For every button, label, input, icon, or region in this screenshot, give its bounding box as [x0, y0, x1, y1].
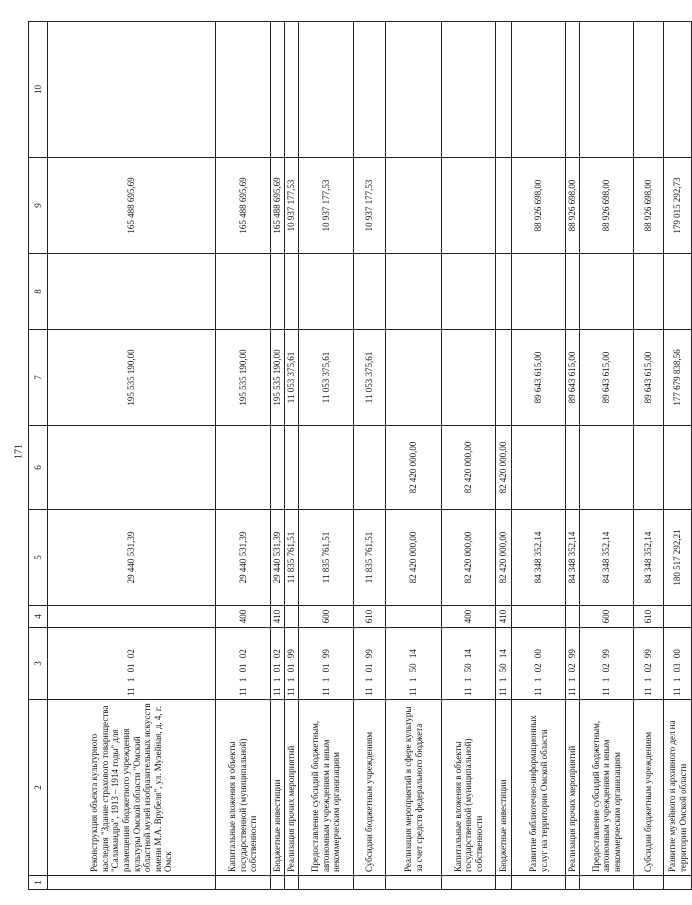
type-code-cell [664, 606, 692, 628]
amount-col10-cell [354, 22, 386, 158]
code-cell: 11 1 02 00 [512, 628, 566, 700]
col-header: 3 [29, 628, 48, 700]
first-col-cell [354, 876, 386, 890]
amount-col8-cell [634, 254, 664, 330]
amount-col6-cell [634, 426, 664, 510]
amount-col7-cell: 89 643 615,00 [566, 330, 580, 426]
col-header: 10 [29, 22, 48, 158]
description-cell: Реконструкция объекта культурного наследия "Здание страхового товарищества "Саламандра", 1913 – 1914 годы" для размещения бюджетного учреждения культуры Омской области "Омский областной музей изобразительных искусств имени М.А. Врубеля", ул. Музейная, д. 4, г. Омск [48, 700, 216, 876]
first-col-cell [664, 876, 692, 890]
amount-col9-cell: 179 015 292,73 [664, 158, 692, 254]
amount-col10-cell [496, 22, 512, 158]
amount-col7-cell: 195 535 190,00 [271, 330, 285, 426]
amount-col6-cell [566, 426, 580, 510]
rotated-page [28, 22, 688, 890]
amount-col5-cell: 82 420 000,00 [442, 510, 496, 606]
amount-col5-cell: 84 348 352,14 [566, 510, 580, 606]
code-cell: 11 1 03 00 [664, 628, 692, 700]
type-code-cell: 400 [442, 606, 496, 628]
col-header: 6 [29, 426, 48, 510]
amount-col7-cell [442, 330, 496, 426]
first-col-cell [48, 876, 216, 890]
col-header: 8 [29, 254, 48, 330]
amount-col7-cell [386, 330, 442, 426]
table-row [386, 22, 442, 890]
amount-col10-cell [285, 22, 299, 158]
col-header: 4 [29, 606, 48, 628]
description-cell: Предоставление субсидий бюджетным, автономным учреждениям и иным некоммерческим организациям [580, 700, 634, 876]
code-cell: 11 1 02 99 [566, 628, 580, 700]
col-header: 1 [29, 876, 48, 890]
description-cell: Развитие библиотечно-информационных услуг на территории Омской области [512, 700, 566, 876]
code-cell: 11 1 50 14 [496, 628, 512, 700]
description-cell: Субсидии бюджетным учреждениям [354, 700, 386, 876]
amount-col8-cell [442, 254, 496, 330]
first-col-cell [299, 876, 354, 890]
amount-col6-cell [271, 426, 285, 510]
amount-col7-cell: 11 053 375,61 [354, 330, 386, 426]
description-cell: Реализация прочих мероприятий [566, 700, 580, 876]
amount-col7-cell: 89 643 615,00 [512, 330, 566, 426]
page-number: 171 [13, 444, 25, 459]
first-col-cell [634, 876, 664, 890]
amount-col9-cell: 10 937 177,53 [299, 158, 354, 254]
table-body [29, 22, 692, 890]
amount-col6-cell: 82 420 000,00 [496, 426, 512, 510]
table-row [216, 22, 271, 890]
table-row [496, 22, 512, 890]
first-col-cell [512, 876, 566, 890]
type-code-cell [512, 606, 566, 628]
amount-col6-cell [285, 426, 299, 510]
col-header: 7 [29, 330, 48, 426]
description-cell: Капитальные вложения в объекты государственной (муниципальной) собственности [216, 700, 271, 876]
table-row [566, 22, 580, 890]
amount-col6-cell [48, 426, 216, 510]
first-col-cell [566, 876, 580, 890]
amount-col7-cell: 11 053 375,61 [285, 330, 299, 426]
amount-col9-cell [442, 158, 496, 254]
description-cell: Бюджетные инвестиции [271, 700, 285, 876]
amount-col10-cell [634, 22, 664, 158]
amount-col6-cell [580, 426, 634, 510]
table-row [580, 22, 634, 890]
table-row [634, 22, 664, 890]
amount-col5-cell: 180 517 292,21 [664, 510, 692, 606]
amount-col8-cell [496, 254, 512, 330]
type-code-cell: 610 [634, 606, 664, 628]
code-cell: 11 1 01 02 [271, 628, 285, 700]
amount-col9-cell: 88 926 698,00 [580, 158, 634, 254]
amount-col9-cell: 165 488 695,69 [271, 158, 285, 254]
amount-col8-cell [664, 254, 692, 330]
amount-col8-cell [354, 254, 386, 330]
first-col-cell [442, 876, 496, 890]
type-code-cell: 600 [299, 606, 354, 628]
type-code-cell [285, 606, 299, 628]
code-cell: 11 1 50 14 [386, 628, 442, 700]
budget-table [28, 21, 692, 890]
type-code-cell: 400 [216, 606, 271, 628]
amount-col8-cell [48, 254, 216, 330]
amount-col8-cell [271, 254, 285, 330]
amount-col6-cell [354, 426, 386, 510]
amount-col7-cell: 89 643 615,00 [634, 330, 664, 426]
amount-col5-cell: 29 440 531,39 [216, 510, 271, 606]
amount-col5-cell: 29 440 531,39 [48, 510, 216, 606]
amount-col7-cell [496, 330, 512, 426]
amount-col10-cell [386, 22, 442, 158]
amount-col10-cell [512, 22, 566, 158]
amount-col8-cell [216, 254, 271, 330]
amount-col6-cell [216, 426, 271, 510]
amount-col5-cell: 11 835 761,51 [285, 510, 299, 606]
code-cell: 11 1 50 14 [442, 628, 496, 700]
description-cell: Реализация мероприятий в сфере культуры за счет средств федерального бюджета [386, 700, 442, 876]
amount-col5-cell: 84 348 352,14 [634, 510, 664, 606]
description-cell: Развитие музейного и архивного дел на территории Омской области [664, 700, 692, 876]
amount-col10-cell [580, 22, 634, 158]
first-col-cell [271, 876, 285, 890]
amount-col7-cell: 177 679 838,56 [664, 330, 692, 426]
first-col-cell [386, 876, 442, 890]
table-row [285, 22, 299, 890]
amount-col5-cell: 84 348 352,14 [580, 510, 634, 606]
amount-col6-cell: 82 420 000,00 [442, 426, 496, 510]
table-row [442, 22, 496, 890]
amount-col5-cell: 29 440 531,39 [271, 510, 285, 606]
col-header: 9 [29, 158, 48, 254]
type-code-cell [48, 606, 216, 628]
description-cell: Субсидии бюджетным учреждениям [634, 700, 664, 876]
amount-col9-cell: 88 926 698,00 [512, 158, 566, 254]
description-cell: Реализация прочих мероприятий [285, 700, 299, 876]
type-code-cell [386, 606, 442, 628]
amount-col9-cell: 10 937 177,53 [285, 158, 299, 254]
amount-col7-cell: 89 643 615,00 [580, 330, 634, 426]
amount-col9-cell: 165 488 695,69 [48, 158, 216, 254]
code-cell: 11 1 01 99 [299, 628, 354, 700]
amount-col10-cell [664, 22, 692, 158]
amount-col7-cell: 195 535 190,00 [216, 330, 271, 426]
amount-col10-cell [442, 22, 496, 158]
description-cell: Предоставление субсидий бюджетным, автономным учреждениям и иным некоммерческим организациям [299, 700, 354, 876]
amount-col10-cell [48, 22, 216, 158]
amount-col6-cell: 82 420 000,00 [386, 426, 442, 510]
amount-col8-cell [566, 254, 580, 330]
amount-col5-cell: 82 420 000,00 [496, 510, 512, 606]
table-row [48, 22, 216, 890]
col-header: 5 [29, 510, 48, 606]
header-row [29, 22, 48, 890]
amount-col10-cell [216, 22, 271, 158]
amount-col10-cell [299, 22, 354, 158]
code-cell: 11 1 01 02 [48, 628, 216, 700]
code-cell: 11 1 01 99 [285, 628, 299, 700]
col-header: 2 [29, 700, 48, 876]
table-row [664, 22, 692, 890]
amount-col9-cell: 10 937 177,53 [354, 158, 386, 254]
first-col-cell [496, 876, 512, 890]
amount-col10-cell [271, 22, 285, 158]
amount-col6-cell [512, 426, 566, 510]
amount-col5-cell: 11 835 761,51 [299, 510, 354, 606]
code-cell: 11 1 01 99 [354, 628, 386, 700]
amount-col7-cell: 11 053 375,61 [299, 330, 354, 426]
first-col-cell [285, 876, 299, 890]
amount-col8-cell [285, 254, 299, 330]
amount-col6-cell [664, 426, 692, 510]
amount-col8-cell [580, 254, 634, 330]
amount-col5-cell: 84 348 352,14 [512, 510, 566, 606]
amount-col9-cell: 165 488 695,69 [216, 158, 271, 254]
table-row [512, 22, 566, 890]
amount-col10-cell [566, 22, 580, 158]
type-code-cell: 410 [271, 606, 285, 628]
amount-col9-cell: 88 926 698,00 [566, 158, 580, 254]
amount-col8-cell [299, 254, 354, 330]
code-cell: 11 1 02 99 [580, 628, 634, 700]
amount-col9-cell: 88 926 698,00 [634, 158, 664, 254]
code-cell: 11 1 01 02 [216, 628, 271, 700]
type-code-cell [566, 606, 580, 628]
amount-col9-cell [496, 158, 512, 254]
type-code-cell: 610 [354, 606, 386, 628]
amount-col7-cell: 195 535 190,00 [48, 330, 216, 426]
table-row [299, 22, 354, 890]
amount-col5-cell: 82 420 000,00 [386, 510, 442, 606]
amount-col8-cell [512, 254, 566, 330]
amount-col9-cell [386, 158, 442, 254]
amount-col5-cell: 11 835 761,51 [354, 510, 386, 606]
first-col-cell [216, 876, 271, 890]
type-code-cell: 410 [496, 606, 512, 628]
description-cell: Бюджетные инвестиции [496, 700, 512, 876]
amount-col6-cell [299, 426, 354, 510]
description-cell: Капитальные вложения в объекты государственной (муниципальной) собственности [442, 700, 496, 876]
table-row [354, 22, 386, 890]
first-col-cell [580, 876, 634, 890]
amount-col8-cell [386, 254, 442, 330]
type-code-cell: 600 [580, 606, 634, 628]
code-cell: 11 1 02 99 [634, 628, 664, 700]
table-row [271, 22, 285, 890]
